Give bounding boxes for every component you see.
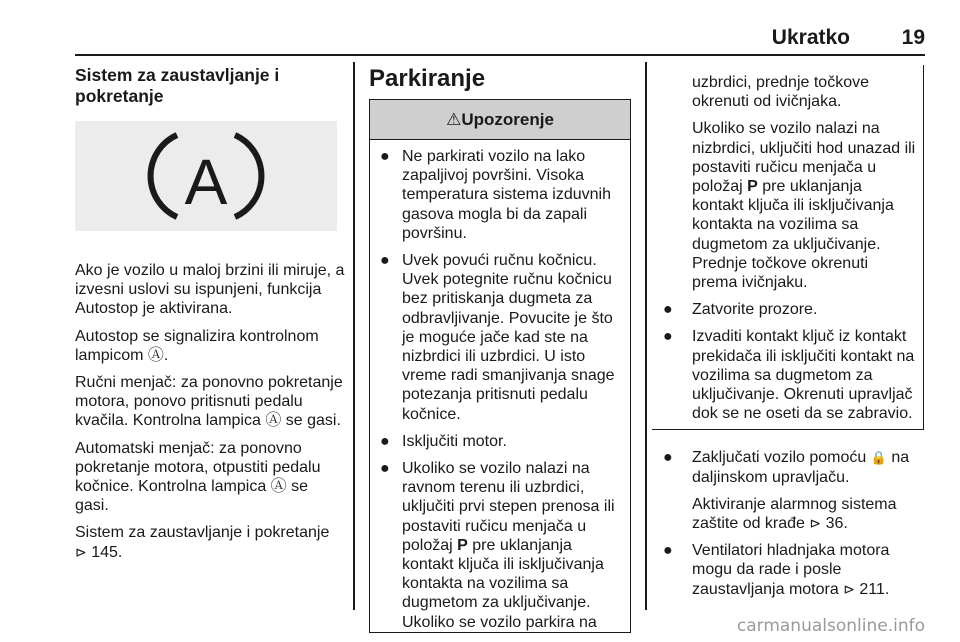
autostop-paragraph: Automatski menjač: za ponovno pokretanje motora, otpustiti pedalu kočnice. Kontrolna lampica Ⓐ se gasi.: [75, 439, 321, 515]
autostop-paragraph: Autostop se signalizira kontrolnom lampicom Ⓐ.: [75, 327, 319, 364]
column-divider-1: [353, 62, 355, 610]
page-ref-arrow-icon: ⊳: [75, 543, 87, 560]
warning-title: Upozorenje: [461, 109, 554, 129]
warning-box-continued: [652, 65, 924, 430]
section-title: Ukratko: [771, 26, 850, 49]
autostop-icon: [75, 121, 337, 231]
downhill-text: Ukoliko se vozilo nalazi na nizbrdici, uključiti hod unazad ili postaviti ručicu menjača u položaj P pre uklanjanja kontakt ključa ili isključivanja kontakta na vozilima sa dugmetom za uključivanje. Prednje točkove okrenuti prema ivičnjaku.: [692, 120, 916, 292]
page-number: 19: [901, 26, 925, 49]
reference-page[interactable]: 36.: [821, 515, 848, 533]
continued-text: uzbrdici, prednje točkove okrenuti od ivičnjaka.: [692, 74, 869, 111]
bullet-icon: ●: [380, 148, 390, 165]
list-item: [660, 300, 917, 319]
list-item: [660, 448, 922, 486]
watermark: carmanualsonline.info: [736, 616, 925, 636]
warning-header: [370, 100, 630, 140]
list-item: [660, 327, 917, 423]
column-parking-continued: [652, 65, 922, 607]
autostop-heading: Sistem za zaustavljanje i pokretanje: [75, 65, 280, 106]
autostop-reference: [75, 523, 345, 561]
parking-heading: Parkiranje: [369, 65, 486, 92]
autostop-paragraph: Ručni menjač: za ponovno pokretanje motora, ponovo pritisnuti pedalu kvačila. Kontrolna lampica Ⓐ se gasi.: [75, 374, 343, 430]
list-item: [377, 432, 622, 451]
reference-page[interactable]: 145.: [91, 543, 123, 561]
header-rule: [75, 54, 925, 56]
bullet-icon: ●: [380, 432, 390, 450]
page-ref-arrow-icon: ⊳: [809, 515, 822, 532]
list-item: [377, 459, 622, 632]
reference-page[interactable]: 211.: [854, 580, 890, 598]
reference-text: Sistem za zaustavljanje i pokretanje: [75, 524, 330, 542]
bullet-icon: ●: [663, 328, 673, 346]
bullet-icon: ●: [663, 542, 673, 560]
column-autostop: [75, 65, 345, 570]
list-item-text: Uvek povući ručnu kočnicu. Uvek potegnite ručnu kočnicu bez pritiskanja dugmeta za odbravljivanje. Povucite je što je moguće jače kad ste na nizbrdici ili uzbrdici. U isto vreme radi smanjivanja snage potezanja pritisnuti pedalu kočnice.: [402, 252, 615, 423]
list-item-text: Ukoliko se vozilo nalazi na ravnom terenu ili uzbrdici, uključiti prvi stepen prenosa ili postaviti ručicu menjača u položaj P pre uklanjanja kontakt ključa ili isključivanja kontakta na vozilima sa dugmetom za uključivanje. Ukoliko se vozilo parkira na: [402, 460, 615, 631]
column-divider-2: [645, 62, 647, 610]
list-item-text: Zatvorite prozore.: [692, 301, 818, 319]
column-parking: [369, 65, 631, 633]
list-item: [660, 541, 922, 599]
list-item-text: Zaključati vozilo pomoću 🔒 na daljinskom upravljaču.: [692, 449, 910, 486]
page-ref-arrow-icon: ⊳: [843, 580, 855, 597]
warning-box: [369, 99, 631, 633]
autostop-paragraph: Ako je vozilo u maloj brzini ili miruje, a izvesni uslovi su ispunjeni, funkcija Autostop je aktivirana.: [75, 262, 345, 318]
autostop-icon-letter: A: [184, 146, 228, 218]
list-item: [377, 147, 622, 243]
list-item-text: Ne parkirati vozilo na lako zapaljivoj površini. Visoka temperatura sistema izduvnih gasova mogla bi da zapali površinu.: [402, 148, 611, 242]
list-item-text: Isključiti motor.: [402, 432, 507, 450]
bullet-icon: ●: [380, 252, 390, 270]
autostop-icon-panel: [75, 121, 337, 231]
list-item: [377, 251, 622, 424]
lock-icon: 🔒: [870, 450, 887, 466]
bullet-icon: ●: [663, 449, 673, 467]
list-item-text: Izvaditi kontakt ključ iz kontakt prekidača ili isključiti kontakt na vozilima sa dugmetom za uključivanje. Okrenuti upravljač dok se ne oseti da se zabravio.: [692, 328, 915, 423]
warning-triangle-icon: ⚠: [446, 109, 462, 129]
bullet-icon: ●: [380, 460, 390, 478]
alarm-reference: Aktiviranje alarmnog sistema zaštite od krađe ⊳ 36.: [692, 495, 897, 533]
list-item-text: Ventilatori hladnjaka motora mogu da rade i posle zaustavljanja motora ⊳ 211.: [692, 542, 890, 598]
bullet-icon: ●: [663, 301, 673, 319]
